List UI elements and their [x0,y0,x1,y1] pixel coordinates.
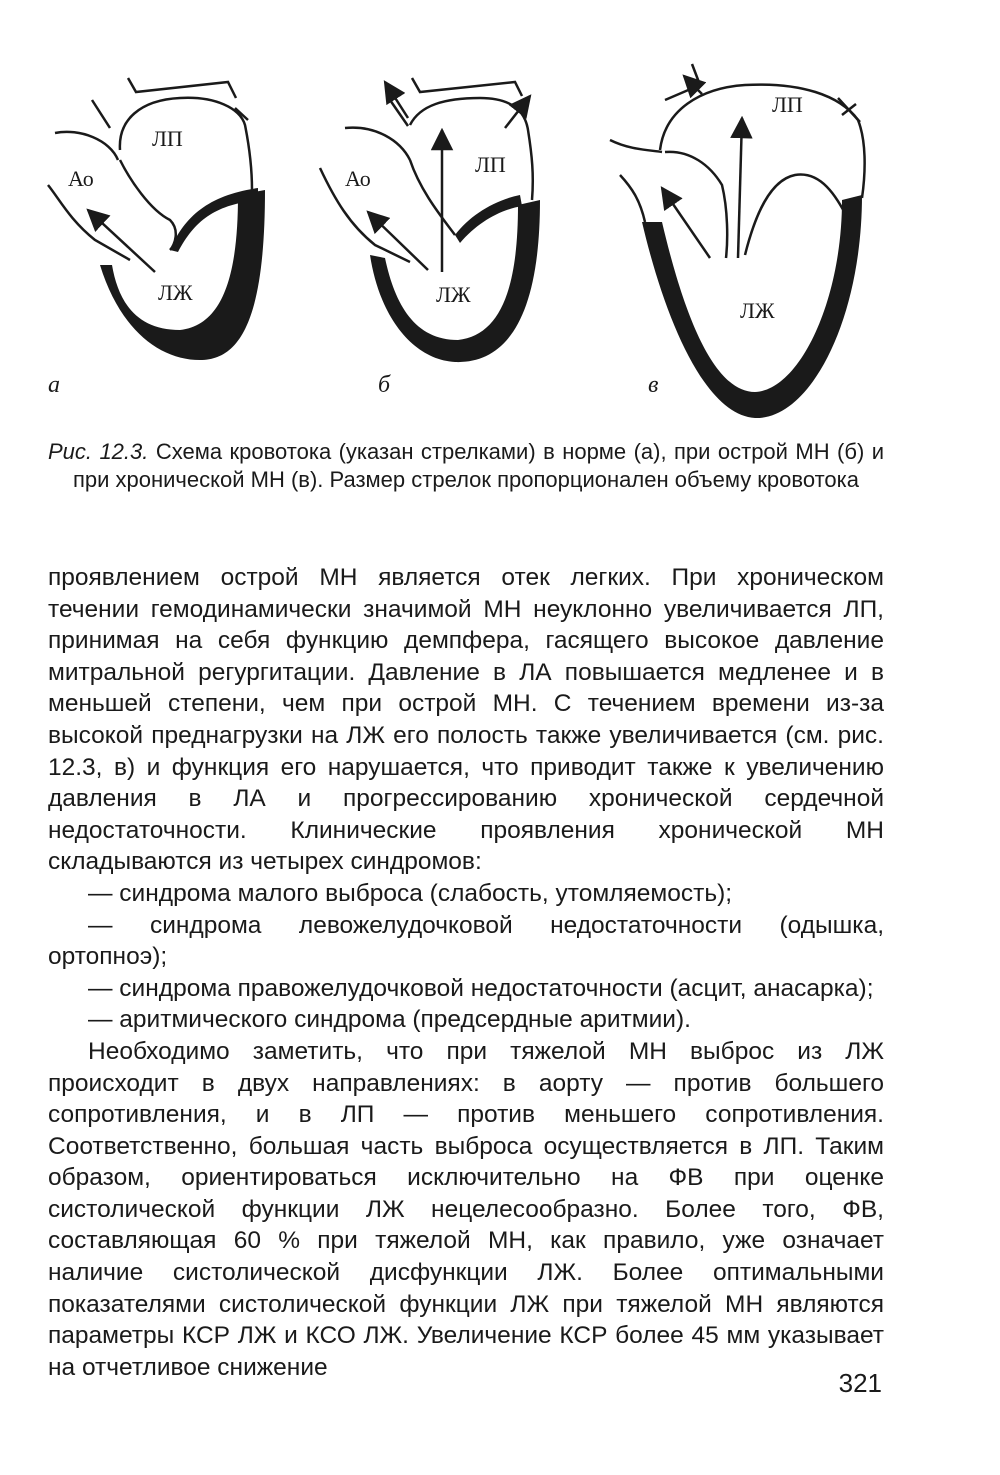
panel-a-label-ventricle: ЛЖ [158,280,193,305]
panel-a-atrium-outline [120,98,252,190]
list-item: — синдрома малого выброса (слабость, утомляемость); [88,879,733,907]
list-item: — синдрома левожелудочковой недостаточности (одышка, ортопноэ); [48,911,884,971]
panel-c-aorta-outline [610,140,662,222]
panel-b-mitral-leaflet [455,195,522,243]
paragraph-2: Необходимо заметить, что при тяжелой МН выброс из ЛЖ происходит в двух направлениях: в аорту — против большего сопротивления, и в ЛП — против меньшего сопротивления. Соответственно, большая часть выброса осуществляется в ЛП. Таким образом, ориентироваться исключительно на ФВ при оценке систолической функции ЛЖ нецелесообразно. Более того, ФВ, составляющая 60 % при тяжелой МН, как правило, уже означает наличие систолической дисфункции ЛЖ. Более оптимальными показателями систолической функции ЛЖ при тяжелой МН являются параметры КСР ЛЖ и КСО ЛЖ. Увеличение КСР более 45 мм указывает на отчетливое снижение [48,1037,884,1381]
panel-b-aorta-outline [320,128,455,262]
panel-a-aorta-outline [48,132,176,260]
figure-caption [48,438,884,494]
list-item: — аритмического синдрома (предсердные аритмии). [88,1006,691,1034]
panel-b-flow-arrow-vein-left [385,82,408,118]
panel-c-label-ventricle: ЛЖ [740,298,775,323]
panel-c-mitral-leaflets [665,152,850,258]
panel-b-label-ventricle: ЛЖ [436,282,471,307]
panel-c-letter: в [648,372,659,398]
paragraph-1: проявлением острой МН является отек легких. При хроническом течении гемодинамически значимой МН неуклонно увеличивается ЛП, принимая на себя функцию демпфера, гасящего высокое давление митральной регургитации. Давление в ЛА повышается медленее и в меньшей степени, чем при острой МН. С течением времени из-за высокой преднагрузки на ЛЖ его полость также увеличивается (см. рис. 12.3, в) и функция его нарушается, что приводит также к увеличению давления в ЛА и прогрессированию хронической сердечной недостаточности. Клинические проявления хронической МН складываются из четырех синдромов: [48,564,884,876]
body-text [48,562,884,1383]
panel-a-label-aorta: Ао [68,166,94,191]
figure-12-3 [0,0,1000,420]
panel-a-diagram [48,78,265,398]
page-number: 321 [838,1368,882,1398]
panel-c-flow-arrow-atrium [738,118,742,258]
panel-c-atrium-vessels [665,64,860,122]
caption-text: Схема кровотока (указан стрелками) в норме (а), при острой МН (б) и при хронической МН (в). Размер стрелок пропорционален объему кровотока [72,439,884,492]
panel-c-diagram [610,64,865,418]
panel-b-diagram [320,78,540,398]
list-item: — синдрома правожелудочковой недостаточности (асцит, анасарка); [88,974,874,1002]
panel-a-letter: а [48,372,60,398]
panel-b-atrium-outline [410,98,533,200]
panel-c-atrium-outline [660,85,865,198]
panel-a-label-atrium: ЛП [152,126,183,151]
caption-figure-number: Рис. 12.3. [48,439,149,464]
panel-a-atrium-vessels [92,78,248,128]
panel-a-ventricle-wall [100,190,265,360]
panel-b-letter: б [378,372,391,398]
panel-c-flow-arrow-aorta [662,188,710,258]
panel-b-label-atrium: ЛП [475,152,506,177]
panel-c-label-atrium: ЛП [772,92,803,117]
panel-b-label-aorta: Ао [345,166,371,191]
